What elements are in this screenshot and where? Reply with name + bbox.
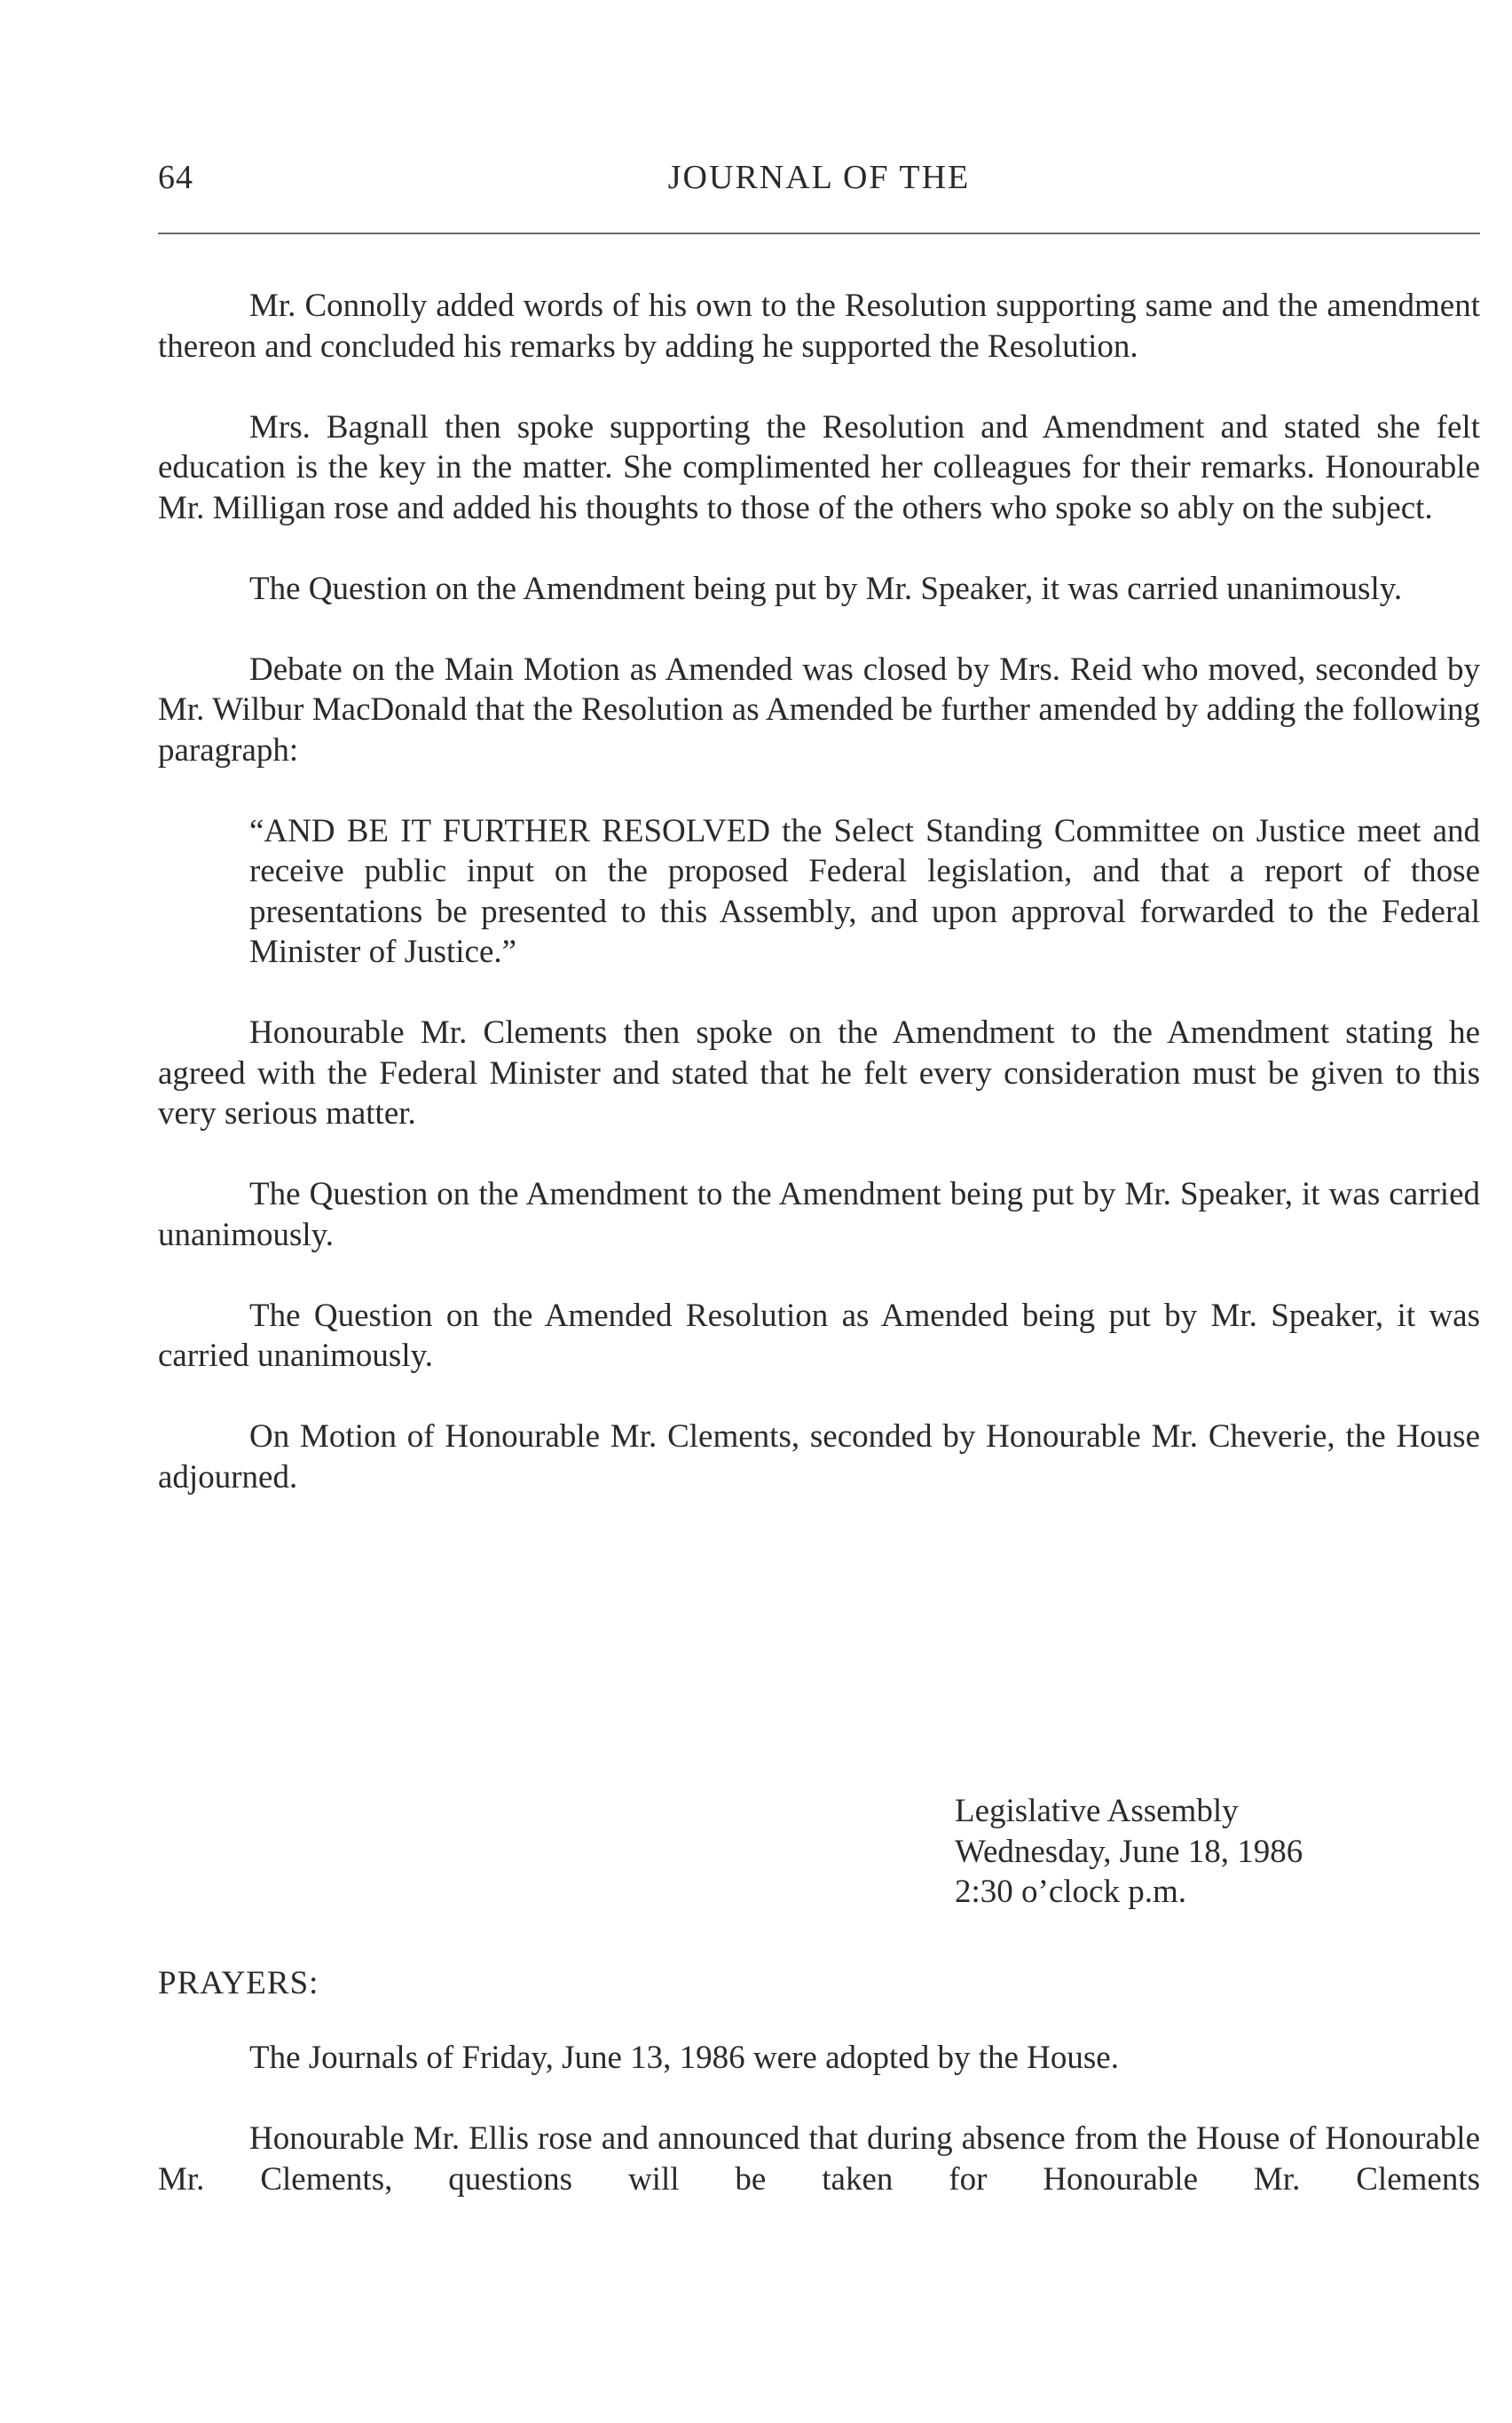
paragraph: Debate on the Main Motion as Amended was closed by Mrs. Reid who moved, seconded by Mr. Wilbur MacDonald that the Resolution as Amended be further amended by adding the following paragraph: bbox=[158, 651, 1480, 769]
header-rule bbox=[158, 233, 1480, 234]
paragraph: The Question on the Amendment being put by Mr. Speaker, it was carried unanimously. bbox=[249, 570, 1403, 607]
sitting-date: Wednesday, June 18, 1986 bbox=[955, 1833, 1303, 1870]
paragraph: Mrs. Bagnall then spoke supporting the Resolution and Amendment and stated she felt education is the key in the matter. She complimented her colleagues for their remarks. Honourable Mr. Milligan rose and added his thoughts to those of the others who spoke so ably on the subject. bbox=[158, 408, 1480, 526]
paragraph: The Journals of Friday, June 13, 1986 were adopted by the House. bbox=[249, 2040, 1119, 2076]
paragraph: Honourable Mr. Clements then spoke on the Amendment to the Amendment stating he agreed with the Federal Minister and stated that he felt every consideration must be given to this very serious matter. bbox=[158, 1014, 1480, 1132]
paragraph: On Motion of Honourable Mr. Clements, seconded by Honourable Mr. Cheverie, the House adjourned. bbox=[158, 1418, 1480, 1496]
proceedings-text bbox=[158, 286, 1480, 1538]
page-number: 64 bbox=[158, 159, 193, 196]
journal-title: JOURNAL OF THE bbox=[667, 159, 971, 196]
paragraph: The Question on the Amendment to the Amendment being put by Mr. Speaker, it was carried unanimously. bbox=[158, 1176, 1480, 1253]
paragraph: The Question on the Amended Resolution as Amended being put by Mr. Speaker, it was carried unanimously. bbox=[158, 1297, 1480, 1374]
sitting-text bbox=[158, 2038, 1480, 2240]
running-head bbox=[158, 158, 1480, 211]
paragraph: Mr. Connolly added words of his own to the Resolution supporting same and the amendment thereon and concluded his remarks by adding he supported the Resolution. bbox=[158, 288, 1480, 365]
sitting-time: 2:30 o’clock p.m. bbox=[955, 1874, 1187, 1910]
assembly-name: Legislative Assembly bbox=[955, 1793, 1239, 1829]
quoted-resolution: “AND BE IT FURTHER RESOLVED the Select Standing Committee on Justice meet and receive public input on the proposed Federal legislation, and that a report of those presentations be presented to this Assembly, and upon approval forwarded to the Federal Minister of Justice.” bbox=[249, 812, 1480, 970]
paragraph: Honourable Mr. Ellis rose and announced that during absence from the House of Honourable Mr. Clements, questions will be taken for Honourable Mr. Clements bbox=[158, 2120, 1480, 2198]
prayers-heading: PRAYERS: bbox=[158, 1965, 319, 2001]
sitting-header bbox=[955, 1791, 1303, 1913]
